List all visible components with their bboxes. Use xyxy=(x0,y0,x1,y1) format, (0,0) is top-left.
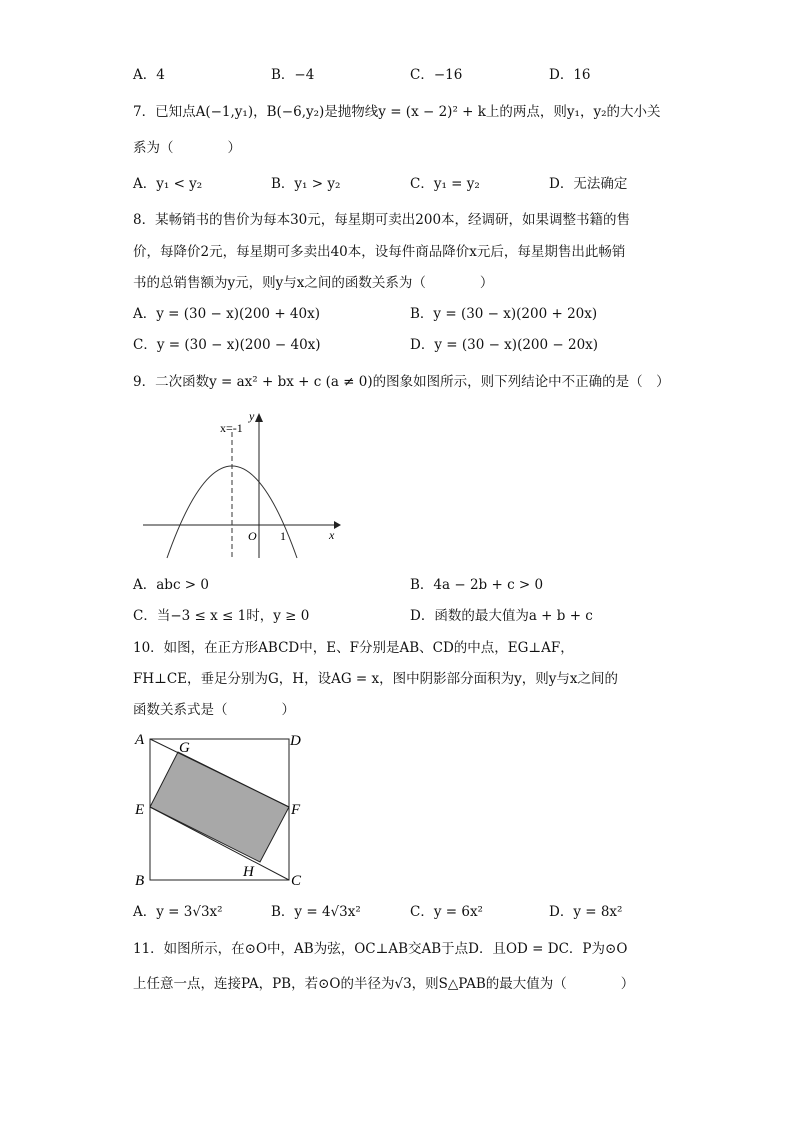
q7-stem-line2: 系为（ ） xyxy=(133,140,241,156)
q7-option-c: C．y₁ = y₂ xyxy=(410,176,480,192)
origin-label: O xyxy=(248,529,257,543)
q6-option-a: A．4 xyxy=(133,67,165,83)
symmetry-axis-label: x=-1 xyxy=(220,421,243,435)
label-h: H xyxy=(243,864,254,880)
shaded-rectangle xyxy=(150,752,289,862)
label-g: G xyxy=(179,740,190,756)
q7-option-b: B．y₁ > y₂ xyxy=(271,176,341,192)
q9-option-b: B．4a − 2b + c > 0 xyxy=(410,577,544,593)
q7-option-a: A．y₁ < y₂ xyxy=(133,176,203,192)
q8-option-d: D．y = (30 − x)(200 − 20x) xyxy=(410,337,599,353)
q9-option-d: D．函数的最大值为a + b + c xyxy=(410,608,593,624)
q8-option-c: C．y = (30 − x)(200 − 40x) xyxy=(133,337,321,353)
q8-option-b: B．y = (30 − x)(200 + 20x) xyxy=(410,306,598,322)
q11-stem-line1: 11．如图所示，在⊙O中，AB为弦，OC⊥AB交AB于点D．且OD = DC．P为⊙O xyxy=(133,941,628,957)
q10-option-c: C．y = 6x² xyxy=(410,904,483,920)
label-f: F xyxy=(291,802,301,818)
q10-stem-line2: FH⊥CE，垂足分别为G，H，设AG = x，图中阴影部分面积为y，则y与x之间的 xyxy=(133,671,618,687)
y-axis-arrow xyxy=(255,413,263,422)
q10-stem-line1: 10．如图，在正方形ABCD中，E、F分别是AB、CD的中点，EG⊥AF， xyxy=(133,640,574,656)
q10-option-b: B．y = 4√3x² xyxy=(271,904,361,920)
q6-option-c: C．−16 xyxy=(410,67,463,83)
q10-option-a: A．y = 3√3x² xyxy=(133,904,223,920)
q6-option-d: D．16 xyxy=(549,67,591,83)
q10-square-figure xyxy=(130,728,315,893)
q7-option-d: D．无法确定 xyxy=(549,176,628,192)
label-b: B xyxy=(135,873,145,889)
q9-option-a: A．abc > 0 xyxy=(133,577,209,593)
q8-stem-line3: 书的总销售额为y元，则y与x之间的函数关系为（ ） xyxy=(133,275,494,291)
tick-label-1: 1 xyxy=(280,529,286,543)
q8-stem-line2: 价，每降价2元，每星期可多卖出40本，设每件商品降价x元后，每星期售出此畅销 xyxy=(133,244,626,260)
y-axis-label: y xyxy=(249,409,255,423)
q10-option-d: D．y = 8x² xyxy=(549,904,623,920)
q6-option-b: B．−4 xyxy=(271,67,315,83)
x-axis-arrow xyxy=(334,521,341,529)
q9-stem-line1: 9．二次函数y = ax² + bx + c (a ≠ 0)的图象如图所示，则下列结论中不正确的是（ ） xyxy=(133,374,670,390)
q8-stem-line1: 8．某畅销书的售价为每本30元，每星期可卖出200本，经调研，如果调整书籍的售 xyxy=(133,212,631,228)
label-d: D xyxy=(290,733,301,749)
label-e: E xyxy=(135,802,145,818)
label-a: A xyxy=(135,732,145,748)
x-axis-label: x xyxy=(329,528,335,542)
q11-stem-line2: 上任意一点，连接PA，PB，若⊙O的半径为√3，则S△PAB的最大值为（ ） xyxy=(133,976,635,992)
q10-stem-line3: 函数关系式是（ ） xyxy=(133,702,295,718)
q8-option-a: A．y = (30 − x)(200 + 40x) xyxy=(133,306,320,322)
q9-option-c: C．当−3 ≤ x ≤ 1时，y ≥ 0 xyxy=(133,608,310,624)
label-c: C xyxy=(291,873,302,889)
q7-stem-line1: 7．已知点A(−1,y₁)，B(−6,y₂)是抛物线y = (x − 2)² + k上的两点，则y₁，y₂的大小关 xyxy=(133,104,661,120)
q9-parabola-figure xyxy=(140,408,345,563)
